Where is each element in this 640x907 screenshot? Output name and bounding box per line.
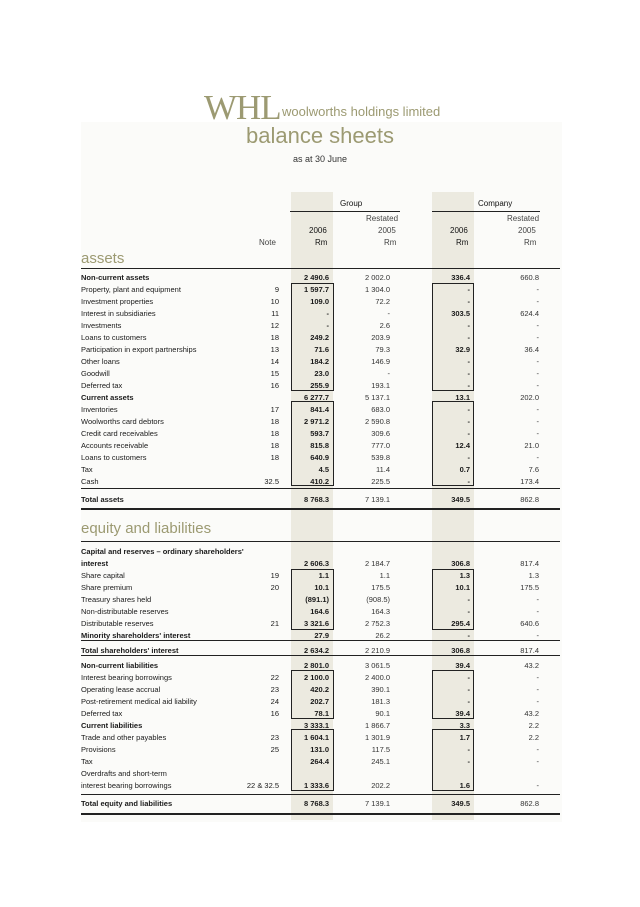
company-2005-value: 202.0	[520, 393, 539, 402]
company-2005-value: 624.4	[520, 309, 539, 318]
row-label: Operating lease accrual	[81, 685, 161, 694]
group-2006-value: 184.2	[310, 357, 329, 366]
group-2006-value: 2 801.0	[303, 661, 329, 670]
group-2005-value: 2 184.7	[364, 559, 390, 568]
row-label: Trade and other payables	[81, 733, 167, 742]
company-2005-value: -	[536, 631, 539, 640]
row-label: Non-current assets	[81, 273, 150, 282]
whl-logo: WHL	[204, 88, 281, 127]
company-2005-value: -	[536, 297, 539, 306]
company-name: woolworths holdings limited	[282, 104, 441, 119]
group-2005-value: 203.9	[371, 333, 390, 342]
page-title: balance sheets	[246, 123, 394, 148]
row-label: Provisions	[81, 745, 116, 754]
company-current-box	[432, 401, 474, 486]
company-2006-value: -	[467, 607, 470, 616]
group-2006-value: 71.6	[314, 345, 329, 354]
group-2005-value: 117.5	[371, 745, 390, 754]
row-label: Interest bearing borrowings	[81, 673, 172, 682]
group-2006-value: 4.5	[318, 465, 329, 474]
group-2006-value: 8 768.3	[303, 495, 329, 504]
company-2005-unit: Rm	[524, 238, 537, 247]
group-2005-value: 1 301.9	[364, 733, 390, 742]
row-note: 18	[270, 453, 279, 462]
group-2006-value: 815.8	[310, 441, 329, 450]
company-2006-value: 295.4	[451, 619, 470, 628]
company-2006-value: -	[467, 297, 470, 306]
company-2005-value: 862.8	[520, 799, 539, 808]
company-2005-value: -	[536, 321, 539, 330]
company-2006-value: -	[467, 417, 470, 426]
company-2005-value: -	[536, 405, 539, 414]
group-2005-value: 309.6	[371, 429, 390, 438]
company-2005-value: 862.8	[520, 495, 539, 504]
group-2006-value: 2 100.0	[303, 673, 329, 682]
capital-heading-rule	[81, 541, 560, 542]
group-noncurrent-box	[291, 283, 334, 391]
row-note: 15	[270, 369, 279, 378]
company-2005-value: 175.5	[520, 583, 539, 592]
company-2005-value: 2.2	[528, 733, 539, 742]
group-2005-value: 2 752.3	[364, 619, 390, 628]
company-2006-value: 303.5	[451, 309, 470, 318]
row-label: Minority shareholders' interest	[81, 631, 191, 640]
row-label: Deferred tax	[81, 381, 123, 390]
company-2006-value: 0.7	[459, 465, 470, 474]
row-label: Loans to customers	[81, 453, 147, 462]
company-2006-value: 1.3	[459, 571, 470, 580]
row-note: 18	[270, 441, 279, 450]
group-2005-value: 3 061.5	[364, 661, 390, 670]
company-2005-value: 817.4	[520, 559, 539, 568]
group-restated-label: Restated	[366, 214, 399, 223]
company-2006-value: -	[467, 429, 470, 438]
table-row	[81, 494, 562, 506]
company-current-liab-box	[432, 729, 474, 791]
group-2005-value: 2 400.0	[364, 673, 390, 682]
row-label: Credit card receivables	[81, 429, 158, 438]
group-2005-value: 72.2	[375, 297, 390, 306]
company-restated-label: Restated	[507, 214, 540, 223]
group-2006-value: 420.2	[310, 685, 329, 694]
group-2005-value: -	[387, 309, 390, 318]
company-2005-value: 640.6	[520, 619, 539, 628]
row-label: Property, plant and equipment	[81, 285, 181, 294]
group-2006-value: 10.1	[314, 583, 329, 592]
group-2006-value: 2 606.3	[303, 559, 329, 568]
minority-rule	[81, 640, 560, 641]
group-2006-value: 3 333.1	[303, 721, 329, 730]
row-label: Current liabilities	[81, 721, 143, 730]
company-2005-value: 1.3	[528, 571, 539, 580]
row-label: Non-current liabilities	[81, 661, 159, 670]
group-2005-value: 539.8	[371, 453, 390, 462]
group-2006-value: 593.7	[310, 429, 329, 438]
row-note: 18	[270, 429, 279, 438]
company-2005-value: -	[536, 285, 539, 294]
group-2006-value: 78.1	[314, 709, 329, 718]
row-note: 16	[270, 381, 279, 390]
row-note: 19	[270, 571, 279, 580]
row-note: 24	[270, 697, 279, 706]
company-2006-value: 306.8	[451, 559, 470, 568]
row-label: Tax	[81, 465, 93, 474]
group-2005-value: 181.3	[371, 697, 390, 706]
company-2005-value: -	[536, 595, 539, 604]
group-header: Group	[340, 199, 363, 208]
group-2006-value: 249.2	[310, 333, 329, 342]
company-2005-value: 36.4	[524, 345, 539, 354]
row-label: Other loans	[81, 357, 120, 366]
row-note: 16	[270, 709, 279, 718]
group-2005-value: 202.2	[371, 781, 390, 790]
company-2005-value: 21.0	[524, 441, 539, 450]
row-label: Capital and reserves – ordinary shareholders'	[81, 547, 244, 556]
company-2006-value: 349.5	[451, 799, 470, 808]
group-2005-value: (908.5)	[366, 595, 390, 604]
group-2006-value: 255.9	[310, 381, 329, 390]
company-noncurrent-liab-box	[432, 670, 474, 719]
row-note: 20	[270, 583, 279, 592]
company-2006-value: -	[467, 631, 470, 640]
group-2005-value: 2 210.9	[364, 646, 390, 655]
group-2005-value: 79.3	[375, 345, 390, 354]
company-2005-value: -	[536, 429, 539, 438]
group-2006-value: 410.2	[310, 477, 329, 486]
row-label: Investment properties	[81, 297, 154, 306]
group-2005-value: 7 139.1	[364, 495, 390, 504]
group-2006-year: 2006	[309, 226, 327, 235]
company-2005-value: 660.8	[520, 273, 539, 282]
group-2006-value: 1 604.1	[303, 733, 329, 742]
company-2006-value: -	[467, 369, 470, 378]
row-label: Investments	[81, 321, 122, 330]
row-note: 18	[270, 333, 279, 342]
company-noncurrent-box	[432, 283, 474, 391]
row-label: Share capital	[81, 571, 125, 580]
row-note: 21	[270, 619, 279, 628]
company-2005-value: -	[536, 673, 539, 682]
row-label: interest	[81, 559, 109, 568]
company-2006-value: -	[467, 321, 470, 330]
group-2005-value: 1 866.7	[364, 721, 390, 730]
table-row	[81, 546, 562, 558]
row-label: Current assets	[81, 393, 134, 402]
company-2006-value: 39.4	[455, 661, 470, 670]
row-label: Overdrafts and short-term	[81, 769, 167, 778]
group-2005-value: 1 304.0	[364, 285, 390, 294]
company-2006-value: -	[467, 477, 470, 486]
row-label: Woolworths card debtors	[81, 417, 164, 426]
group-2006-value: -	[326, 309, 329, 318]
group-2005-value: 390.1	[371, 685, 390, 694]
company-2005-value: -	[536, 781, 539, 790]
company-2006-value: -	[467, 405, 470, 414]
group-2005-value: 11.4	[375, 465, 390, 474]
row-label: Post-retirement medical aid liability	[81, 697, 197, 706]
row-label: Interest in subsidiaries	[81, 309, 156, 318]
group-noncurrent-liab-box	[291, 670, 334, 719]
group-2006-value: 27.9	[314, 631, 329, 640]
row-label: Share premium	[81, 583, 133, 592]
group-2005-value: 2 590.8	[364, 417, 390, 426]
row-note: 13	[270, 345, 279, 354]
row-note: 9	[274, 285, 279, 294]
company-2005-value: 817.4	[520, 646, 539, 655]
row-label: Tax	[81, 757, 93, 766]
note-column-header: Note	[259, 238, 276, 247]
company-2005-value: 2.2	[528, 721, 539, 730]
company-2006-value: -	[467, 381, 470, 390]
company-2006-year: 2006	[450, 226, 468, 235]
group-2006-value: 3 321.6	[303, 619, 329, 628]
page-subtitle: as at 30 June	[292, 154, 348, 164]
row-label: Inventories	[81, 405, 118, 414]
group-header-rule	[290, 211, 400, 212]
company-2005-value: -	[536, 381, 539, 390]
company-2006-value: 1.7	[459, 733, 470, 742]
company-2005-value: -	[536, 417, 539, 426]
group-2006-value: 2 490.6	[303, 273, 329, 282]
group-2005-unit: Rm	[384, 238, 397, 247]
company-2005-value: -	[536, 453, 539, 462]
company-2006-value: -	[467, 595, 470, 604]
group-2006-value: -	[326, 321, 329, 330]
group-2006-value: 2 971.2	[303, 417, 329, 426]
equity-section-heading: equity and liabilities	[81, 520, 212, 537]
company-2005-value: -	[536, 685, 539, 694]
company-2005-value: -	[536, 697, 539, 706]
group-2005-value: 1.1	[379, 571, 390, 580]
group-2005-value: 5 137.1	[364, 393, 390, 402]
company-2005-value: 7.6	[528, 465, 539, 474]
company-2005-value: 43.2	[524, 709, 539, 718]
row-note: 18	[270, 417, 279, 426]
group-2005-value: 7 139.1	[364, 799, 390, 808]
group-2006-value: 1 333.6	[303, 781, 329, 790]
company-2006-value: 3.3	[459, 721, 470, 730]
company-2005-year: 2005	[518, 226, 536, 235]
row-label: Deferred tax	[81, 709, 123, 718]
group-2006-value: 202.7	[310, 697, 329, 706]
group-2005-year: 2005	[378, 226, 396, 235]
company-2006-value: 10.1	[455, 583, 470, 592]
group-2005-value: 2.6	[379, 321, 390, 330]
group-2006-value: 6 277.7	[303, 393, 329, 402]
company-2006-value: -	[467, 757, 470, 766]
company-header: Company	[478, 199, 513, 208]
company-header-rule	[432, 211, 540, 212]
company-2006-value: 349.5	[451, 495, 470, 504]
group-2006-value: (891.1)	[305, 595, 329, 604]
row-note: 11	[271, 309, 279, 318]
row-label: Treasury shares held	[81, 595, 152, 604]
table-row	[81, 798, 562, 810]
row-note: 23	[270, 733, 279, 742]
total-equity-bottom-rule	[81, 813, 560, 815]
row-label: Total shareholders' interest	[81, 646, 179, 655]
group-2006-unit: Rm	[315, 238, 328, 247]
group-2005-value: -	[387, 369, 390, 378]
row-note: 25	[270, 745, 279, 754]
row-label: Goodwill	[81, 369, 110, 378]
row-note: 14	[270, 357, 279, 366]
company-2005-value: -	[536, 757, 539, 766]
group-2005-value: 683.0	[371, 405, 390, 414]
row-label: Distributable reserves	[81, 619, 154, 628]
company-2006-unit: Rm	[456, 238, 469, 247]
row-label: Total assets	[81, 495, 124, 504]
company-2006-value: 12.4	[455, 441, 470, 450]
company-2005-value: 173.4	[520, 477, 539, 486]
group-2005-value: 175.5	[371, 583, 390, 592]
company-2006-value: 306.8	[451, 646, 470, 655]
company-2005-value: -	[536, 369, 539, 378]
company-capital-box	[432, 569, 474, 630]
group-2005-value: 245.1	[371, 757, 390, 766]
group-2006-value: 131.0	[310, 745, 329, 754]
row-label: interest bearing borrowings	[81, 781, 172, 790]
group-2006-value: 164.6	[310, 607, 329, 616]
company-2006-value: -	[467, 697, 470, 706]
row-note: 23	[270, 685, 279, 694]
group-2005-value: 146.9	[371, 357, 390, 366]
row-label: Total equity and liabilities	[81, 799, 173, 808]
group-2006-value: 640.9	[310, 453, 329, 462]
total-shareholders-rule	[81, 655, 560, 656]
group-2005-value: 164.3	[371, 607, 390, 616]
company-2006-value: -	[467, 333, 470, 342]
group-2006-value: 8 768.3	[303, 799, 329, 808]
group-2006-value: 2 634.2	[303, 646, 329, 655]
group-2005-value: 193.1	[371, 381, 390, 390]
company-2006-value: 336.4	[451, 273, 470, 282]
row-note: 32.5	[264, 477, 279, 486]
company-2006-value: -	[467, 357, 470, 366]
assets-heading-rule	[81, 268, 560, 269]
row-note: 10	[270, 297, 279, 306]
group-2006-value: 23.0	[314, 369, 329, 378]
group-2006-value: 109.0	[310, 297, 329, 306]
company-2005-value: -	[536, 333, 539, 342]
assets-section-heading: assets	[81, 250, 125, 267]
group-2006-value: 264.4	[310, 757, 329, 766]
row-note: 22	[270, 673, 279, 682]
company-2005-value: -	[536, 357, 539, 366]
row-note: 17	[270, 405, 279, 414]
total-assets-top-rule	[81, 488, 560, 489]
group-2005-value: 26.2	[375, 631, 390, 640]
row-label: Loans to customers	[81, 333, 147, 342]
company-2006-value: 32.9	[455, 345, 470, 354]
group-2005-value: 777.0	[371, 441, 390, 450]
row-label: Cash	[81, 477, 99, 486]
group-2006-value: 841.4	[310, 405, 329, 414]
group-2006-value: 1.1	[318, 571, 329, 580]
row-note: 12	[270, 321, 279, 330]
company-2006-value: -	[467, 745, 470, 754]
group-capital-box	[291, 569, 334, 630]
company-2006-value: -	[467, 285, 470, 294]
group-current-liab-box	[291, 729, 334, 791]
company-2006-value: 13.1	[455, 393, 470, 402]
row-note: 22 & 32.5	[246, 781, 279, 790]
row-label: Participation in export partnerships	[81, 345, 197, 354]
group-2005-value: 2 002.0	[364, 273, 390, 282]
company-2006-value: -	[467, 673, 470, 682]
group-2005-value: 225.5	[371, 477, 390, 486]
group-current-box	[291, 401, 334, 486]
company-2005-value: -	[536, 607, 539, 616]
company-2006-value: 1.6	[459, 781, 470, 790]
group-2006-value: 1 597.7	[303, 285, 329, 294]
company-2005-value: -	[536, 745, 539, 754]
company-2005-value: 43.2	[524, 661, 539, 670]
group-2005-value: 90.1	[375, 709, 390, 718]
company-2006-value: -	[467, 685, 470, 694]
row-label: Accounts receivable	[81, 441, 149, 450]
company-2006-value: 39.4	[455, 709, 470, 718]
total-assets-bottom-rule	[81, 508, 560, 510]
company-2006-value: -	[467, 453, 470, 462]
total-equity-top-rule	[81, 794, 560, 795]
row-label: Non-distributable reserves	[81, 607, 169, 616]
